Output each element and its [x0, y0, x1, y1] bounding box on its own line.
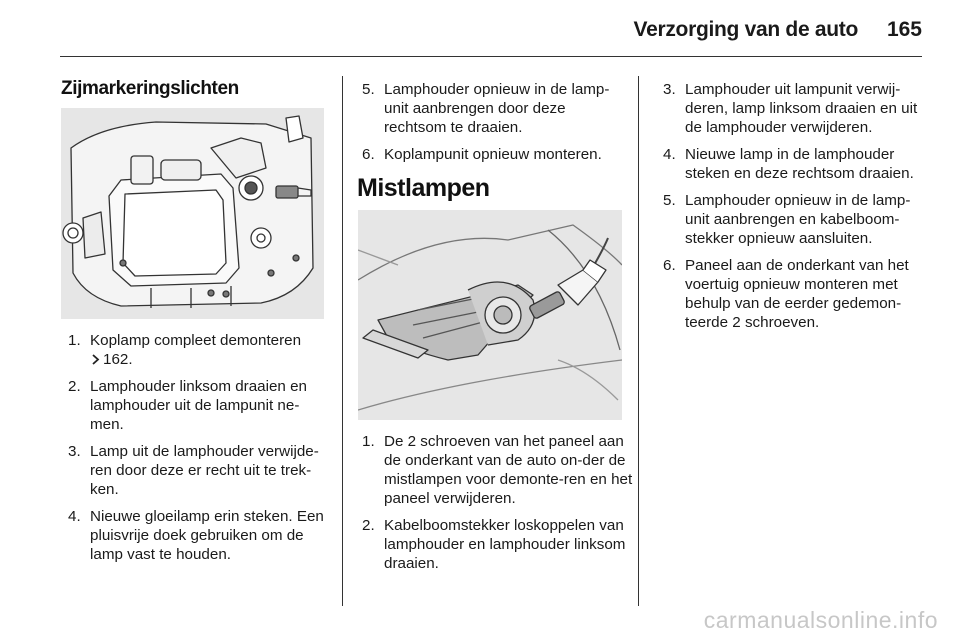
list-item: 6. Koplampunit opnieuw monteren. — [362, 146, 602, 163]
section-heading-side-markers: Zijmarkeringslichten — [61, 78, 239, 99]
list-item: 4. Nieuwe gloeilamp erin steken. Een pluisvrije doek gebruiken om de lamp vast te houden. — [68, 508, 324, 563]
header-divider — [60, 56, 922, 57]
side-marker-steps-continued — [362, 80, 624, 172]
list-item: 6. Paneel aan de onderkant van het voertuig opnieuw monteren met behulp van de eerder gedemon-teerde 2 schroeven. — [663, 257, 909, 331]
page-number: 165 — [886, 18, 922, 41]
list-item: 4. Nieuwe lamp in de lamphouder steken en deze rechtsom draaien. — [663, 146, 914, 182]
list-item: 3. Lamphouder uit lampunit verwij-deren, lamp linksom draaien en uit de lamphouder verwijderen. — [663, 81, 918, 136]
column-divider-2 — [638, 76, 639, 606]
section-heading-fog-lamps: Mistlampen — [357, 174, 490, 202]
list-item: 2. Lamphouder linksom draaien en lamphouder uit de lampunit ne-men. — [68, 378, 307, 433]
list-item: 1. Koplamp compleet demonteren 162. — [68, 332, 302, 368]
list-item: 5. Lamphouder opnieuw in de lamp-unit aanbrengen door deze rechtsom te draaien. — [362, 81, 610, 136]
list-item: 3. Lamp uit de lamphouder verwijde-ren door deze er recht uit te trek-ken. — [68, 443, 319, 498]
fog-lamp-steps — [362, 432, 634, 581]
page-reference-link[interactable]: 162. — [103, 351, 133, 368]
fog-lamp-illustration-icon — [358, 210, 622, 420]
page-header-title: Verzorging van de auto — [633, 18, 858, 41]
list-item: 1. De 2 schroeven van het paneel aan de onderkant van de auto on-der de mistlampen voor demonte-ren en het paneel verwijderen. — [362, 433, 633, 507]
cross-reference-arrow-icon — [90, 351, 100, 362]
fog-lamp-steps-continued — [663, 80, 925, 340]
watermark: carmanualsonline.info — [703, 607, 938, 633]
list-item: 2. Kabelboomstekker loskoppelen van lamphouder en lamphouder linksom draaien. — [362, 517, 626, 572]
list-item: 5. Lamphouder opnieuw in de lamp-unit aanbrengen en kabelboom-stekker opnieuw aansluiten. — [663, 192, 911, 247]
side-marker-steps — [68, 331, 330, 572]
headlamp-illustration-icon — [61, 108, 324, 319]
column-divider-1 — [342, 76, 343, 606]
